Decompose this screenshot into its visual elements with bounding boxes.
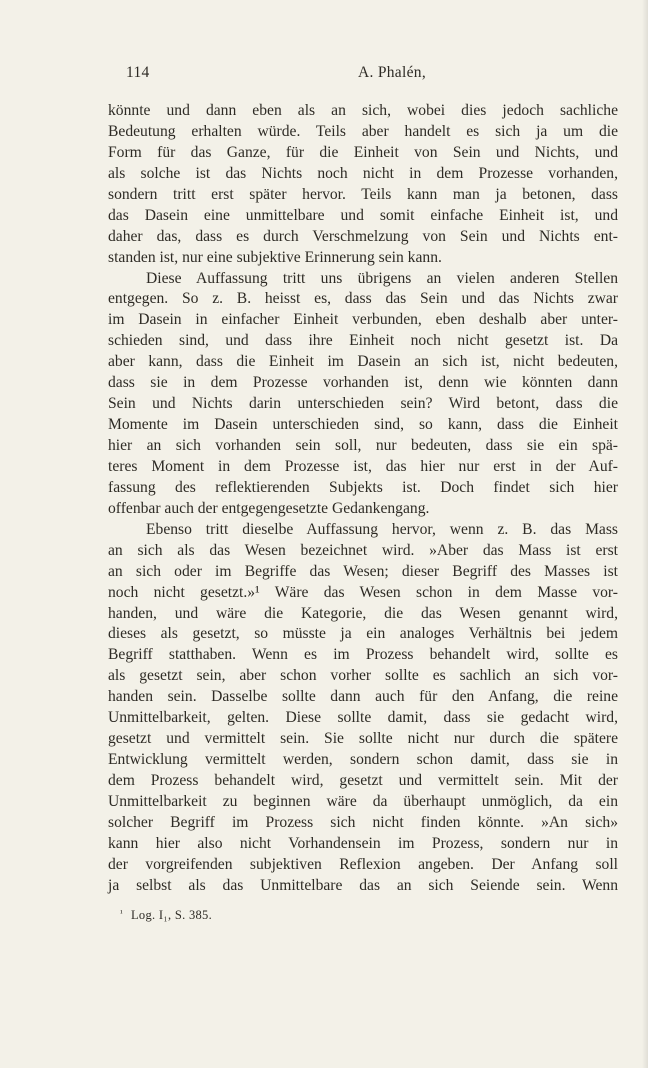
text-line: könnte und dann eben als an sich, wobei dies jedoch sachliche <box>108 102 618 119</box>
text-line: kann hier also nicht Vorhandensein im Prozess, sondern nur in <box>108 834 618 852</box>
text-line: das Dasein eine unmittelbare und somit einfache Einheit ist, und <box>108 206 618 224</box>
text-line: entgegen. So z. B. heisst es, dass das Sein und das Nichts zwar <box>108 290 618 308</box>
text-line: ja selbst als das Unmittelbare das an sich Seiende sein. Wenn <box>108 876 618 894</box>
text-line: als gesetzt sein, aber schon vorher sollte es sachlich an sich vor- <box>108 667 618 685</box>
text-line: handen, und wäre die Kategorie, die das Wesen genannt wird, <box>108 604 618 622</box>
text-line: daher das, dass es durch Verschmelzung von Sein und Nichts ent- <box>108 227 618 245</box>
text-line: an sich als das Wesen bezeichnet wird. »Aber das Mass ist erst <box>108 541 618 559</box>
text-line: dass sie in dem Prozesse vorhanden ist, denn wie könnten dann <box>108 374 618 392</box>
text-line: Momente im Dasein unterschieden sind, so kann, dass die Einheit <box>108 416 618 434</box>
text-line: offenbar auch der entgegengesetzte Gedankengang. <box>108 499 430 517</box>
text-line: Entwicklung vermittelt werden, sondern schon damit, dass sie in <box>108 751 618 769</box>
text-line: Unmittelbarkeit, gelten. Diese sollte damit, dass sie gedacht wird, <box>108 709 618 727</box>
text-line: hier an sich vorhanden sein soll, nur bedeuten, dass sie ein spä- <box>108 437 618 454</box>
text-line: Begriff statthaben. Wenn es im Prozess behandelt wird, sollte es <box>108 646 618 664</box>
footnote <box>120 908 212 923</box>
text-line: dem Prozess behandelt wird, gesetzt und vermittelt sein. Mit der <box>108 772 618 789</box>
page-number: 114 <box>126 64 150 81</box>
footnote-marker: ¹ <box>120 908 123 918</box>
text-line: der vorgreifenden subjektiven Reflexion angeben. Der Anfang soll <box>108 855 618 873</box>
text-line: Unmittelbarkeit zu beginnen wäre da überhaupt unmöglich, da ein <box>108 792 618 810</box>
text-line: Ebenso tritt dieselbe Auffassung hervor, wenn z. B. das Mass <box>146 520 618 538</box>
text-line: standen ist, nur eine subjektive Erinnerung sein kann. <box>108 248 442 266</box>
text-line: an sich oder im Begriffe das Wesen; dieser Begriff des Masses ist <box>108 562 618 580</box>
text-line: schieden sind, und dass ihre Einheit noch nicht gesetzt ist. Da <box>108 332 618 350</box>
text-line: gesetzt und vermittelt sein. Sie sollte nicht nur durch die spätere <box>108 730 618 748</box>
running-head-author: A. Phalén, <box>357 64 426 81</box>
page-edge-shadow <box>642 0 648 1068</box>
text-line: sondern tritt erst später hervor. Teils kann man ja betonen, dass <box>108 185 618 203</box>
running-head <box>126 64 618 86</box>
text-line: fassung des reflektierenden Subjekts ist. Doch findet sich hier <box>108 478 618 496</box>
text-line: Form für das Ganze, für die Einheit von Sein und Nichts, und <box>108 143 618 161</box>
text-line: noch nicht gesetzt.»¹ Wäre das Wesen schon in dem Masse vor- <box>108 583 618 601</box>
text-line: aber kann, dass die Einheit im Dasein an sich ist, nicht bedeuten, <box>108 353 618 371</box>
text-line: Diese Auffassung tritt uns übrigens an vielen anderen Stellen <box>146 269 618 287</box>
footnote-text: Log. I₁, S. 385. <box>131 908 213 922</box>
text-line: Sein und Nichts darin unterschieden sein? Wird betont, dass die <box>108 395 618 413</box>
text-line: dieses als gesetzt, so müsste ja ein analoges Verhältnis bei jedem <box>108 625 618 643</box>
text-line: als solche ist das Nichts noch nicht in dem Prozesse vorhanden, <box>108 164 618 182</box>
body-text <box>108 101 618 897</box>
text-line: Bedeutung erhalten würde. Teils aber handelt es sich ja um die <box>108 122 618 140</box>
text-line: teres Moment in dem Prozesse ist, das hier nur erst in der Auf- <box>108 457 618 475</box>
text-line: solcher Begriff im Prozess sich nicht finden könnte. »An sich» <box>108 813 618 831</box>
text-line: handen sein. Dasselbe sollte dann auch für den Anfang, die reine <box>108 688 618 706</box>
text-line: im Dasein in einfacher Einheit verbunden, eben deshalb aber unter- <box>108 311 618 329</box>
